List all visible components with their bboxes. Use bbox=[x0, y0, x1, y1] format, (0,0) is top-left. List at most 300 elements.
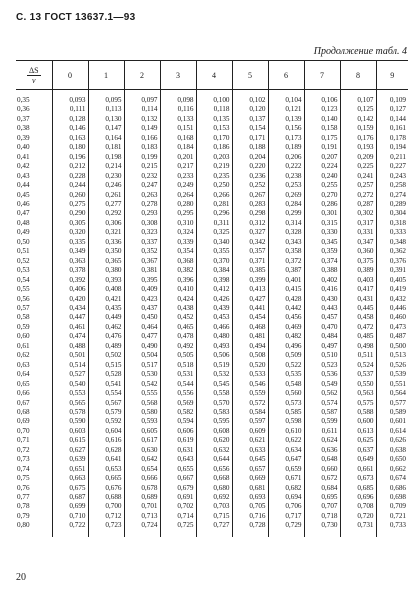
table-cell: 0,310 bbox=[160, 219, 196, 228]
table-cell: 0,330 bbox=[304, 228, 340, 237]
table-cell: 0,484 bbox=[304, 332, 340, 341]
table-cell: 0,603 bbox=[52, 427, 88, 436]
table-cell: 0,212 bbox=[52, 162, 88, 171]
row-label: 0,54 bbox=[17, 275, 30, 284]
table-cell: 0,204 bbox=[232, 153, 268, 162]
column-header: 1 bbox=[88, 61, 124, 90]
table-cell: 0,568 bbox=[124, 399, 160, 408]
table-cell: 0,348 bbox=[376, 238, 408, 247]
table-cell: 0,702 bbox=[160, 502, 196, 511]
table-cell: 0,598 bbox=[268, 417, 304, 426]
row-label: 0,74 bbox=[17, 464, 30, 473]
table-cell: 0,331 bbox=[340, 228, 376, 237]
table-cell: 0,324 bbox=[160, 228, 196, 237]
table-row bbox=[16, 436, 408, 445]
table-cell: 0,698 bbox=[376, 493, 408, 502]
table-cell: 0,573 bbox=[268, 399, 304, 408]
table-cell: 0,487 bbox=[376, 332, 408, 341]
row-label: 0,49 bbox=[17, 228, 30, 237]
table-cell: 0,663 bbox=[52, 474, 88, 483]
table-row bbox=[16, 295, 408, 304]
table-cell: 0,402 bbox=[304, 276, 340, 285]
table-cell: 0,523 bbox=[304, 361, 340, 370]
table-cell: 0,694 bbox=[268, 493, 304, 502]
table-cell: 0,365 bbox=[88, 257, 124, 266]
table-cell: 0,593 bbox=[124, 417, 160, 426]
table-cell: 0,302 bbox=[340, 209, 376, 218]
table-cell: 0,588 bbox=[340, 408, 376, 417]
table-cell: 0,684 bbox=[304, 484, 340, 493]
table-cell: 0,434 bbox=[52, 304, 88, 313]
table-row bbox=[16, 427, 408, 436]
table-cell: 0,272 bbox=[340, 191, 376, 200]
page-header: С. 13 ГОСТ 13637.1—93 bbox=[16, 12, 136, 23]
table-cell: 0,579 bbox=[88, 408, 124, 417]
table-cell: 0,485 bbox=[340, 332, 376, 341]
table-cell: 0,632 bbox=[196, 446, 232, 455]
table-cell: 0,687 bbox=[52, 493, 88, 502]
row-label: 0,40 bbox=[17, 143, 30, 152]
table-cell: 0,710 bbox=[52, 512, 88, 521]
table-cell: 0,461 bbox=[52, 323, 88, 332]
table-cell: 0,692 bbox=[196, 493, 232, 502]
row-label: 0,36 bbox=[17, 105, 30, 114]
table-cell: 0,662 bbox=[376, 465, 408, 474]
table-cell: 0,622 bbox=[268, 436, 304, 445]
table-cell: 0,668 bbox=[196, 474, 232, 483]
table-cell: 0,107 bbox=[340, 90, 376, 106]
table-cell: 0,120 bbox=[232, 105, 268, 114]
table-row bbox=[16, 247, 408, 256]
table-row bbox=[16, 238, 408, 247]
table-cell: 0,357 bbox=[232, 247, 268, 256]
table-cell: 0,314 bbox=[268, 219, 304, 228]
table-cell: 0,468 bbox=[232, 323, 268, 332]
table-row bbox=[16, 105, 408, 114]
table-cell: 0,505 bbox=[160, 351, 196, 360]
table-cell: 0,565 bbox=[52, 399, 88, 408]
table-cell: 0,725 bbox=[160, 521, 196, 536]
table-cell: 0,688 bbox=[88, 493, 124, 502]
table-row bbox=[16, 191, 408, 200]
table-cell: 0,510 bbox=[304, 351, 340, 360]
table-cell: 0,275 bbox=[52, 200, 88, 209]
table-cell: 0,558 bbox=[196, 389, 232, 398]
table-cell: 0,474 bbox=[52, 332, 88, 341]
row-label: 0,63 bbox=[17, 360, 30, 369]
table-cell: 0,681 bbox=[232, 484, 268, 493]
table-cell: 0,220 bbox=[232, 162, 268, 171]
column-header: 7 bbox=[304, 61, 340, 90]
table-cell: 0,647 bbox=[268, 455, 304, 464]
table-cell: 0,286 bbox=[304, 200, 340, 209]
table-header-row bbox=[16, 61, 408, 90]
table-cell: 0,161 bbox=[376, 124, 408, 133]
table-cell: 0,128 bbox=[52, 115, 88, 124]
table-row bbox=[16, 90, 408, 106]
row-label: 0,50 bbox=[17, 237, 30, 246]
table-row bbox=[16, 521, 408, 536]
table-cell: 0,191 bbox=[304, 143, 340, 152]
row-label: 0,41 bbox=[17, 152, 30, 161]
table-cell: 0,253 bbox=[268, 181, 304, 190]
table-cell: 0,186 bbox=[196, 143, 232, 152]
table-cell: 0,504 bbox=[124, 351, 160, 360]
table-row bbox=[16, 143, 408, 152]
table-cell: 0,559 bbox=[232, 389, 268, 398]
table-cell: 0,241 bbox=[340, 172, 376, 181]
table-cell: 0,654 bbox=[124, 465, 160, 474]
table-cell: 0,445 bbox=[340, 304, 376, 313]
table-cell: 0,708 bbox=[340, 502, 376, 511]
table-cell: 0,306 bbox=[88, 219, 124, 228]
table-cell: 0,178 bbox=[376, 134, 408, 143]
table-cell: 0,443 bbox=[304, 304, 340, 313]
table-cell: 0,619 bbox=[160, 436, 196, 445]
table-cell: 0,679 bbox=[160, 484, 196, 493]
table-cell: 0,258 bbox=[376, 181, 408, 190]
table-cell: 0,645 bbox=[232, 455, 268, 464]
table-cell: 0,703 bbox=[196, 502, 232, 511]
table-cell: 0,469 bbox=[268, 323, 304, 332]
table-cell: 0,528 bbox=[88, 370, 124, 379]
table-cell: 0,403 bbox=[340, 276, 376, 285]
table-row bbox=[16, 351, 408, 360]
table-cell: 0,382 bbox=[160, 266, 196, 275]
table-cell: 0,627 bbox=[52, 446, 88, 455]
table-cell: 0,308 bbox=[124, 219, 160, 228]
table-cell: 0,506 bbox=[196, 351, 232, 360]
table-cell: 0,321 bbox=[88, 228, 124, 237]
table-cell: 0,420 bbox=[52, 295, 88, 304]
table-cell: 0,292 bbox=[88, 209, 124, 218]
table-cell: 0,709 bbox=[376, 502, 408, 511]
table-cell: 0,519 bbox=[196, 361, 232, 370]
row-label: 0,66 bbox=[17, 389, 30, 398]
table-cell: 0,482 bbox=[268, 332, 304, 341]
table-row bbox=[16, 124, 408, 133]
table-cell: 0,267 bbox=[232, 191, 268, 200]
table-cell: 0,391 bbox=[376, 266, 408, 275]
table-cell: 0,093 bbox=[52, 90, 88, 106]
table-cell: 0,700 bbox=[88, 502, 124, 511]
row-label: 0,39 bbox=[17, 133, 30, 142]
table-cell: 0,650 bbox=[376, 455, 408, 464]
table-cell: 0,449 bbox=[88, 313, 124, 322]
column-header: 5 bbox=[232, 61, 268, 90]
table-cell: 0,311 bbox=[196, 219, 232, 228]
table-cell: 0,502 bbox=[88, 351, 124, 360]
table-cell: 0,649 bbox=[340, 455, 376, 464]
table-row bbox=[16, 465, 408, 474]
table-cell: 0,246 bbox=[88, 181, 124, 190]
table-cell: 0,549 bbox=[304, 380, 340, 389]
table-cell: 0,551 bbox=[376, 380, 408, 389]
table-cell: 0,657 bbox=[232, 465, 268, 474]
column-header: 4 bbox=[196, 61, 232, 90]
table-cell: 0,219 bbox=[196, 162, 232, 171]
table-cell: 0,209 bbox=[340, 153, 376, 162]
table-cell: 0,224 bbox=[304, 162, 340, 171]
table-cell: 0,680 bbox=[196, 484, 232, 493]
table-cell: 0,577 bbox=[376, 399, 408, 408]
table-cell: 0,280 bbox=[160, 200, 196, 209]
row-label: 0,73 bbox=[17, 455, 30, 464]
table-row bbox=[16, 162, 408, 171]
table-row bbox=[16, 474, 408, 483]
table-cell: 0,477 bbox=[124, 332, 160, 341]
table-cell: 0,266 bbox=[196, 191, 232, 200]
table-cell: 0,583 bbox=[196, 408, 232, 417]
table-cell: 0,130 bbox=[88, 115, 124, 124]
table-cell: 0,701 bbox=[124, 502, 160, 511]
table-cell: 0,401 bbox=[268, 276, 304, 285]
table-cell: 0,139 bbox=[268, 115, 304, 124]
table-cell: 0,630 bbox=[124, 446, 160, 455]
table-cell: 0,387 bbox=[268, 266, 304, 275]
table-cell: 0,228 bbox=[52, 172, 88, 181]
corner-fraction bbox=[27, 66, 41, 85]
table-cell: 0,550 bbox=[340, 380, 376, 389]
table-cell: 0,729 bbox=[268, 521, 304, 536]
table-cell: 0,409 bbox=[124, 285, 160, 294]
table-cell: 0,270 bbox=[304, 191, 340, 200]
table-cell: 0,095 bbox=[88, 90, 124, 106]
table-cell: 0,490 bbox=[124, 342, 160, 351]
table-cell: 0,604 bbox=[88, 427, 124, 436]
table-cell: 0,375 bbox=[340, 257, 376, 266]
table-cell: 0,669 bbox=[232, 474, 268, 483]
table-cell: 0,620 bbox=[196, 436, 232, 445]
row-label: 0,67 bbox=[17, 398, 30, 407]
table-cell: 0,472 bbox=[340, 323, 376, 332]
table-cell: 0,405 bbox=[376, 276, 408, 285]
table-cell: 0,430 bbox=[304, 295, 340, 304]
table-cell: 0,269 bbox=[268, 191, 304, 200]
table-cell: 0,637 bbox=[340, 446, 376, 455]
table-cell: 0,605 bbox=[124, 427, 160, 436]
table-cell: 0,563 bbox=[340, 389, 376, 398]
table-cell: 0,194 bbox=[376, 143, 408, 152]
table-cell: 0,580 bbox=[124, 408, 160, 417]
table-cell: 0,722 bbox=[52, 521, 88, 536]
corner-header-cell bbox=[16, 61, 52, 90]
table-cell: 0,546 bbox=[232, 380, 268, 389]
table-cell: 0,554 bbox=[88, 389, 124, 398]
table-cell: 0,526 bbox=[376, 361, 408, 370]
table-cell: 0,574 bbox=[304, 399, 340, 408]
row-label: 0,79 bbox=[17, 511, 30, 520]
table-cell: 0,611 bbox=[304, 427, 340, 436]
table-cell: 0,733 bbox=[376, 521, 408, 536]
table-cell: 0,686 bbox=[376, 484, 408, 493]
table-cell: 0,097 bbox=[124, 90, 160, 106]
table-cell: 0,545 bbox=[196, 380, 232, 389]
table-cell: 0,460 bbox=[376, 313, 408, 322]
row-label: 0,59 bbox=[17, 322, 30, 331]
column-header: 3 bbox=[160, 61, 196, 90]
table-cell: 0,693 bbox=[232, 493, 268, 502]
table-row bbox=[16, 446, 408, 455]
table-row bbox=[16, 408, 408, 417]
table-cell: 0,718 bbox=[304, 512, 340, 521]
table-cell: 0,121 bbox=[268, 105, 304, 114]
row-label: 0,55 bbox=[17, 285, 30, 294]
table-cell: 0,170 bbox=[196, 134, 232, 143]
table-cell: 0,641 bbox=[88, 455, 124, 464]
table-cell: 0,456 bbox=[268, 313, 304, 322]
table-cell: 0,665 bbox=[88, 474, 124, 483]
table-cell: 0,544 bbox=[160, 380, 196, 389]
table-cell: 0,298 bbox=[232, 209, 268, 218]
table-cell: 0,466 bbox=[196, 323, 232, 332]
table-cell: 0,553 bbox=[52, 389, 88, 398]
table-cell: 0,156 bbox=[268, 124, 304, 133]
table-cell: 0,360 bbox=[340, 247, 376, 256]
table-cell: 0,354 bbox=[160, 247, 196, 256]
table-cell: 0,305 bbox=[52, 219, 88, 228]
table-cell: 0,450 bbox=[124, 313, 160, 322]
table-row bbox=[16, 200, 408, 209]
table-cell: 0,555 bbox=[124, 389, 160, 398]
table-cell: 0,470 bbox=[304, 323, 340, 332]
table-cell: 0,716 bbox=[232, 512, 268, 521]
row-label: 0,46 bbox=[17, 199, 30, 208]
row-label: 0,58 bbox=[17, 313, 30, 322]
table-cell: 0,582 bbox=[160, 408, 196, 417]
row-label: 0,78 bbox=[17, 502, 30, 511]
table-cell: 0,189 bbox=[268, 143, 304, 152]
table-cell: 0,113 bbox=[88, 105, 124, 114]
table-cell: 0,320 bbox=[52, 228, 88, 237]
table-cell: 0,572 bbox=[232, 399, 268, 408]
table-cell: 0,542 bbox=[124, 380, 160, 389]
table-cell: 0,232 bbox=[124, 172, 160, 181]
table-cell: 0,562 bbox=[304, 389, 340, 398]
table-cell: 0,415 bbox=[268, 285, 304, 294]
table-cell: 0,163 bbox=[52, 134, 88, 143]
table-cell: 0,517 bbox=[124, 361, 160, 370]
table-cell: 0,347 bbox=[340, 238, 376, 247]
row-label: 0,44 bbox=[17, 181, 30, 190]
row-label: 0,51 bbox=[17, 247, 30, 256]
table-cell: 0,284 bbox=[268, 200, 304, 209]
row-label: 0,69 bbox=[17, 417, 30, 426]
table-cell: 0,453 bbox=[196, 313, 232, 322]
table-cell: 0,615 bbox=[52, 436, 88, 445]
table-cell: 0,527 bbox=[52, 370, 88, 379]
table-cell: 0,159 bbox=[340, 124, 376, 133]
table-cell: 0,720 bbox=[340, 512, 376, 521]
corner-denominator: v bbox=[31, 75, 36, 85]
page-number: 20 bbox=[16, 572, 26, 583]
table-cell: 0,524 bbox=[340, 361, 376, 370]
table-cell: 0,464 bbox=[124, 323, 160, 332]
table-cell: 0,328 bbox=[268, 228, 304, 237]
table-cell: 0,260 bbox=[52, 191, 88, 200]
table-cell: 0,513 bbox=[376, 351, 408, 360]
table-cell: 0,384 bbox=[196, 266, 232, 275]
column-header: 0 bbox=[52, 61, 88, 90]
table-row bbox=[16, 134, 408, 143]
table-cell: 0,380 bbox=[88, 266, 124, 275]
table-cell: 0,685 bbox=[340, 484, 376, 493]
table-cell: 0,106 bbox=[304, 90, 340, 106]
row-label: 0,35 bbox=[17, 96, 30, 104]
table-cell: 0,244 bbox=[52, 181, 88, 190]
row-label: 0,80 bbox=[17, 521, 30, 530]
row-label: 0,70 bbox=[17, 426, 30, 435]
table-cell: 0,651 bbox=[52, 465, 88, 474]
table-cell: 0,412 bbox=[196, 285, 232, 294]
table-cell: 0,671 bbox=[268, 474, 304, 483]
table-cell: 0,399 bbox=[232, 276, 268, 285]
table-cell: 0,188 bbox=[232, 143, 268, 152]
table-cell: 0,473 bbox=[376, 323, 408, 332]
table-cell: 0,587 bbox=[304, 408, 340, 417]
table-row bbox=[16, 399, 408, 408]
table-cell: 0,676 bbox=[88, 484, 124, 493]
table-cell: 0,116 bbox=[160, 105, 196, 114]
table-cell: 0,396 bbox=[160, 276, 196, 285]
table-cell: 0,480 bbox=[196, 332, 232, 341]
table-row bbox=[16, 276, 408, 285]
table-cell: 0,715 bbox=[196, 512, 232, 521]
row-label: 0,72 bbox=[17, 445, 30, 454]
table-cell: 0,261 bbox=[88, 191, 124, 200]
table-cell: 0,137 bbox=[232, 115, 268, 124]
table-cell: 0,243 bbox=[376, 172, 408, 181]
table-cell: 0,166 bbox=[124, 134, 160, 143]
row-label: 0,37 bbox=[17, 114, 30, 123]
table-cell: 0,109 bbox=[376, 90, 408, 106]
table-cell: 0,548 bbox=[268, 380, 304, 389]
row-label: 0,56 bbox=[17, 294, 30, 303]
table-cell: 0,594 bbox=[160, 417, 196, 426]
table-cell: 0,417 bbox=[340, 285, 376, 294]
table-cell: 0,395 bbox=[124, 276, 160, 285]
table-row bbox=[16, 502, 408, 511]
table-cell: 0,642 bbox=[124, 455, 160, 464]
table-cell: 0,132 bbox=[124, 115, 160, 124]
table-cell: 0,426 bbox=[196, 295, 232, 304]
table-cell: 0,381 bbox=[124, 266, 160, 275]
table-cell: 0,392 bbox=[52, 276, 88, 285]
table-cell: 0,217 bbox=[160, 162, 196, 171]
table-cell: 0,457 bbox=[304, 313, 340, 322]
table-cell: 0,492 bbox=[160, 342, 196, 351]
table-cell: 0,290 bbox=[52, 209, 88, 218]
table-cell: 0,616 bbox=[88, 436, 124, 445]
table-cell: 0,240 bbox=[304, 172, 340, 181]
table-cell: 0,345 bbox=[304, 238, 340, 247]
table-cell: 0,247 bbox=[124, 181, 160, 190]
table-cell: 0,193 bbox=[340, 143, 376, 152]
table-cell: 0,462 bbox=[88, 323, 124, 332]
table-cell: 0,104 bbox=[268, 90, 304, 106]
table-row bbox=[16, 493, 408, 502]
table-cell: 0,706 bbox=[268, 502, 304, 511]
table-cell: 0,536 bbox=[304, 370, 340, 379]
row-label: 0,64 bbox=[17, 370, 30, 379]
table-cell: 0,724 bbox=[124, 521, 160, 536]
table-row bbox=[16, 153, 408, 162]
table-cell: 0,539 bbox=[376, 370, 408, 379]
table-cell: 0,336 bbox=[88, 238, 124, 247]
table-cell: 0,146 bbox=[52, 124, 88, 133]
table-cell: 0,277 bbox=[88, 200, 124, 209]
table-cell: 0,158 bbox=[304, 124, 340, 133]
